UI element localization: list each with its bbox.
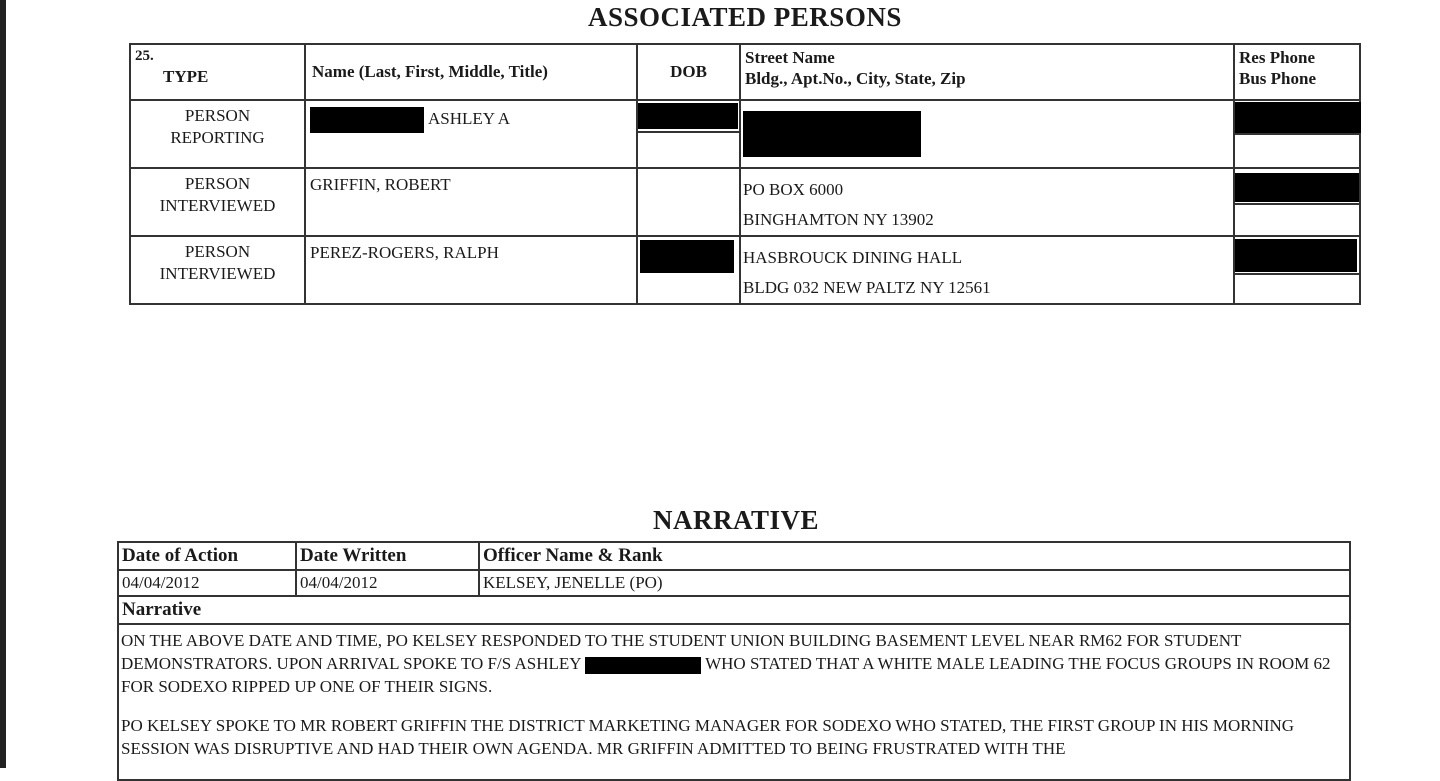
redaction-bar <box>1235 239 1357 272</box>
person-type <box>130 100 305 168</box>
table-row <box>130 236 1360 304</box>
redaction-bar <box>310 107 424 133</box>
person-type-line1: PERSON <box>184 106 251 125</box>
date-written-header: Date Written <box>296 542 479 570</box>
phone-divider <box>1235 133 1359 135</box>
phone-divider <box>1235 273 1359 275</box>
address-header-label: Bldg., Apt.No., City, State, Zip <box>745 69 966 88</box>
person-type-line1: PERSON <box>184 242 251 261</box>
narrative-table <box>117 541 1351 781</box>
person-address <box>740 236 1234 304</box>
narrative-title: NARRATIVE <box>653 505 820 535</box>
name-header <box>305 44 637 100</box>
narrative-header: Narrative <box>118 596 1350 624</box>
person-dob <box>637 168 740 236</box>
person-type-line2: REPORTING <box>170 128 265 147</box>
redaction-bar <box>743 111 921 157</box>
person-name <box>305 168 637 236</box>
name-header-label: Name (Last, First, Middle, Title) <box>312 62 548 81</box>
redaction-bar <box>640 240 734 273</box>
narrative-values-row <box>118 570 1350 596</box>
street-header-label: Street Name <box>745 48 835 67</box>
person-phone <box>1234 236 1360 304</box>
person-type <box>130 236 305 304</box>
narrative-paragraph <box>121 714 1346 760</box>
res-phone-header-label: Res Phone <box>1239 48 1316 67</box>
address-line1: HASBROUCK DINING HALL <box>743 248 963 267</box>
dob-divider <box>638 131 739 133</box>
officer-header: Officer Name & Rank <box>479 542 1350 570</box>
table-row <box>130 100 1360 168</box>
narrative-paragraph <box>121 629 1346 698</box>
address-line1: PO BOX 6000 <box>743 180 844 199</box>
person-phone <box>1234 168 1360 236</box>
persons-header-row <box>130 44 1360 100</box>
redaction-bar <box>585 657 701 674</box>
person-dob <box>637 100 740 168</box>
type-header <box>130 44 305 100</box>
person-phone <box>1234 100 1360 168</box>
address-line2: BINGHAMTON NY 13902 <box>743 210 934 229</box>
item-number: 25. <box>135 48 154 64</box>
person-name-text: PEREZ-ROGERS, RALPH <box>310 243 499 262</box>
address-line2: BLDG 032 NEW PALTZ NY 12561 <box>743 278 991 297</box>
date-of-action-value: 04/04/2012 <box>118 570 296 596</box>
redaction-bar <box>638 103 738 129</box>
associated-persons-table <box>129 43 1361 305</box>
type-header-label: TYPE <box>163 67 209 86</box>
narrative-text: WHO STATED THAT A WHITE MALE LEADING THE FOCUS GROUPS IN ROOM 62 FOR SODEXO RIPPED UP ONE OF THEIR SIGNS. <box>121 654 1331 696</box>
address-header <box>740 44 1234 100</box>
person-name-text: ASHLEY A <box>428 108 511 128</box>
date-of-action-header: Date of Action <box>118 542 296 570</box>
narrative-text: PO KELSEY SPOKE TO MR ROBERT GRIFFIN THE DISTRICT MARKETING MANAGER FOR SODEXO WHO STATED, THE FIRST GROUP IN HIS MORNING SESSION WAS DISRUPTIVE AND HAD THEIR OWN AGENDA. MR GRIFFIN ADMITTED TO BEING FRUSTRATED WITH THE <box>121 716 1295 758</box>
phone-divider <box>1235 203 1359 205</box>
page-left-edge <box>0 0 6 768</box>
person-address <box>740 168 1234 236</box>
narrative-body-row <box>118 624 1350 780</box>
associated-persons-title: ASSOCIATED PERSONS <box>588 2 902 32</box>
person-type-line2: INTERVIEWED <box>159 264 276 283</box>
person-address <box>740 100 1234 168</box>
person-dob <box>637 236 740 304</box>
date-written-value: 04/04/2012 <box>296 570 479 596</box>
narrative-text: ON THE ABOVE DATE AND TIME, PO KELSEY RESPONDED TO THE STUDENT UNION BUILDING BASEMENT LEVEL NEAR RM62 FOR STUDENT DEMONSTRATORS. UPON ARRIVAL SPOKE TO F/S ASHLEY <box>121 631 1242 673</box>
bus-phone-header-label: Bus Phone <box>1239 69 1316 88</box>
redaction-bar <box>1235 102 1361 133</box>
person-type-line1: PERSON <box>184 174 251 193</box>
person-name-text: GRIFFIN, ROBERT <box>310 175 451 194</box>
person-type-line2: INTERVIEWED <box>159 196 276 215</box>
person-name <box>305 236 637 304</box>
dob-header <box>637 44 740 100</box>
dob-header-label: DOB <box>670 62 707 81</box>
table-row <box>130 168 1360 236</box>
redaction-bar <box>1235 173 1359 202</box>
person-type <box>130 168 305 236</box>
narrative-label-row <box>118 596 1350 624</box>
phone-header <box>1234 44 1360 100</box>
person-name <box>305 100 637 168</box>
narrative-body <box>118 624 1350 780</box>
narrative-header-row <box>118 542 1350 570</box>
officer-value: KELSEY, JENELLE (PO) <box>479 570 1350 596</box>
